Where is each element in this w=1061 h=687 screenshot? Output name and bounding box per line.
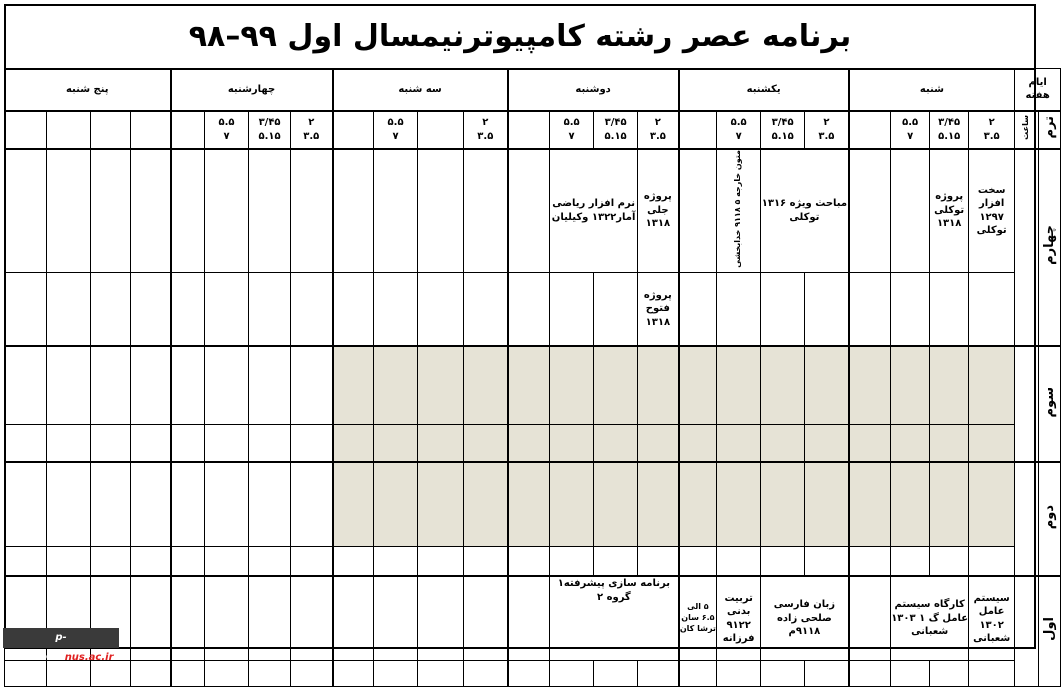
- empty-cell: [374, 272, 418, 346]
- empty-cell: [464, 272, 508, 346]
- empty-cell: [969, 462, 1015, 546]
- empty-cell: [47, 546, 91, 576]
- empty-cell: [550, 424, 594, 462]
- term-4-label: چهارم: [1039, 149, 1061, 347]
- empty-cell: [291, 272, 333, 346]
- empty-cell: [333, 424, 374, 462]
- empty-cell: [849, 149, 891, 273]
- slot-mon-4: [508, 111, 550, 149]
- empty-cell: [418, 346, 464, 424]
- empty-cell: [333, 462, 374, 546]
- class-cell: سیستم عامل ۱۳۰۲ شعبانی: [969, 576, 1015, 660]
- empty-cell: [171, 576, 205, 660]
- slot-thu-2: [91, 111, 131, 149]
- empty-cell: [291, 462, 333, 546]
- term-1-sub: [1015, 576, 1039, 686]
- empty-cell: [930, 346, 969, 424]
- empty-cell: [205, 576, 249, 660]
- empty-cell: [891, 424, 930, 462]
- class-cell: مباحث ویژه ۱۳۱۶ توکلی: [761, 149, 849, 273]
- empty-cell: [508, 660, 550, 686]
- empty-cell: [5, 546, 47, 576]
- empty-cell: [679, 660, 717, 686]
- slot-wed-3: ۵.۵ ۷: [205, 111, 249, 149]
- empty-cell: [464, 546, 508, 576]
- empty-cell: [205, 272, 249, 346]
- watermark-prefix: p-estahban.: [8, 632, 67, 663]
- empty-cell: [891, 346, 930, 424]
- hour-label: ساعت: [1021, 114, 1031, 140]
- empty-cell: [47, 149, 91, 273]
- empty-cell: [418, 660, 464, 686]
- term-4-sub: [1015, 149, 1039, 347]
- empty-cell: [594, 272, 638, 346]
- empty-cell: [594, 424, 638, 462]
- empty-cell: [717, 424, 761, 462]
- empty-cell: [374, 424, 418, 462]
- empty-cell: [594, 660, 638, 686]
- empty-cell: [91, 462, 131, 546]
- empty-cell: [464, 576, 508, 660]
- empty-cell: [249, 424, 291, 462]
- empty-cell: [47, 272, 91, 346]
- empty-cell: [249, 149, 291, 273]
- empty-cell: [91, 424, 131, 462]
- class-cell: پروژه توکلی ۱۳۱۸: [930, 149, 969, 273]
- slot-sat-1: ۲ ۳.۵: [969, 111, 1015, 149]
- slot-mon-2: ۳/۴۵ ۵.۱۵: [594, 111, 638, 149]
- empty-cell: [508, 272, 550, 346]
- empty-cell: [508, 462, 550, 546]
- term-label: ترم: [1041, 116, 1057, 139]
- slot-sun-2: ۳/۴۵ ۵.۱۵: [761, 111, 805, 149]
- empty-cell: [205, 660, 249, 686]
- empty-cell: [249, 272, 291, 346]
- empty-cell: [131, 546, 171, 576]
- empty-cell: [249, 462, 291, 546]
- empty-cell: [5, 462, 47, 546]
- slot-mon-1: ۲ ۳.۵: [638, 111, 679, 149]
- hour-header: [1015, 111, 1039, 149]
- empty-cell: [969, 660, 1015, 686]
- empty-cell: [5, 424, 47, 462]
- empty-cell: [418, 149, 464, 273]
- empty-cell: [805, 346, 849, 424]
- empty-cell: [969, 424, 1015, 462]
- class-cell: پروژه جلی ۱۳۱۸: [638, 149, 679, 273]
- empty-cell: [679, 149, 717, 273]
- empty-cell: [891, 660, 930, 686]
- empty-cell: [47, 424, 91, 462]
- empty-cell: [131, 576, 171, 660]
- slot-wed-1: ۲ ۳.۵: [291, 111, 333, 149]
- empty-cell: [131, 272, 171, 346]
- empty-cell: [805, 462, 849, 546]
- term-2-sub: [1015, 462, 1039, 576]
- empty-cell: [717, 272, 761, 346]
- slot-tue-2: [418, 111, 464, 149]
- day-sunday: یکشنبه: [679, 69, 849, 111]
- empty-cell: [761, 346, 805, 424]
- day-wednesday: چهارشنبه: [171, 69, 333, 111]
- empty-cell: [374, 576, 418, 660]
- empty-cell: [805, 272, 849, 346]
- empty-cell: [638, 546, 679, 576]
- page-title: برنامه عصر رشته کامپیوترنیمسال اول ۹۹–۹۸: [6, 6, 1034, 70]
- day-tuesday: سه شنبه: [333, 69, 508, 111]
- empty-cell: [638, 660, 679, 686]
- empty-cell: [849, 546, 891, 576]
- empty-cell: [930, 546, 969, 576]
- class-cell: کارگاه سیستم عامل گ ۱ ۱۳۰۳ شعبانی: [891, 576, 969, 660]
- slot-tue-3: ۵.۵ ۷: [374, 111, 418, 149]
- empty-cell: [464, 462, 508, 546]
- empty-cell: [508, 546, 550, 576]
- empty-cell: [291, 346, 333, 424]
- slot-wed-2: ۳/۴۵ ۵.۱۵: [249, 111, 291, 149]
- slot-sat-2: ۳/۴۵ ۵.۱۵: [930, 111, 969, 149]
- empty-cell: [849, 660, 891, 686]
- empty-cell: [205, 546, 249, 576]
- empty-cell: [508, 346, 550, 424]
- slot-sat-3: ۵.۵ ۷: [891, 111, 930, 149]
- empty-cell: [930, 660, 969, 686]
- empty-cell: [291, 576, 333, 660]
- empty-cell: [761, 660, 805, 686]
- empty-cell: [418, 272, 464, 346]
- empty-cell: [333, 660, 374, 686]
- empty-cell: [291, 546, 333, 576]
- empty-cell: [594, 546, 638, 576]
- slot-tue-4: [333, 111, 374, 149]
- empty-cell: [594, 462, 638, 546]
- empty-cell: [464, 346, 508, 424]
- term-3-label: سوم: [1039, 346, 1061, 462]
- empty-cell: [464, 424, 508, 462]
- empty-cell: [679, 272, 717, 346]
- empty-cell: [508, 576, 550, 660]
- slot-sun-4: [679, 111, 717, 149]
- empty-cell: [969, 546, 1015, 576]
- class-cell: تربیت بدنی ۹۱۲۲ فرزانه: [717, 576, 761, 660]
- empty-cell: [891, 462, 930, 546]
- empty-cell: [969, 346, 1015, 424]
- empty-cell: [131, 149, 171, 273]
- empty-cell: [849, 346, 891, 424]
- empty-cell: [205, 149, 249, 273]
- empty-cell: [679, 346, 717, 424]
- empty-cell: [47, 462, 91, 546]
- slot-sun-1: ۲ ۳.۵: [805, 111, 849, 149]
- empty-cell: [594, 346, 638, 424]
- empty-cell: [717, 660, 761, 686]
- empty-cell: [717, 546, 761, 576]
- empty-cell: [805, 424, 849, 462]
- empty-cell: [333, 576, 374, 660]
- empty-cell: [464, 660, 508, 686]
- empty-cell: [91, 149, 131, 273]
- empty-cell: [333, 149, 374, 273]
- empty-cell: [5, 272, 47, 346]
- empty-cell: [679, 462, 717, 546]
- empty-cell: [550, 346, 594, 424]
- empty-cell: [930, 462, 969, 546]
- empty-cell: [550, 272, 594, 346]
- slot-sat-4: [849, 111, 891, 149]
- schedule-table: [4, 68, 1061, 687]
- empty-cell: [508, 149, 550, 273]
- term-3-sub: [1015, 346, 1039, 462]
- empty-cell: [805, 660, 849, 686]
- empty-cell: [131, 462, 171, 546]
- empty-cell: [249, 546, 291, 576]
- class-cell: پروژه فتوح ۱۳۱۸: [638, 272, 679, 346]
- site-watermark: [3, 628, 119, 663]
- empty-cell: [374, 660, 418, 686]
- term-2-label: دوم: [1039, 462, 1061, 576]
- empty-cell: [249, 660, 291, 686]
- empty-cell: [418, 424, 464, 462]
- empty-cell: [508, 424, 550, 462]
- empty-cell: [333, 546, 374, 576]
- empty-cell: [761, 272, 805, 346]
- slot-mon-3: ۵.۵ ۷: [550, 111, 594, 149]
- empty-cell: [679, 424, 717, 462]
- day-saturday: شنبه: [849, 69, 1015, 111]
- empty-cell: [205, 424, 249, 462]
- term-header: [1039, 111, 1061, 149]
- slot-tue-1: ۲ ۳.۵: [464, 111, 508, 149]
- empty-cell: [849, 272, 891, 346]
- slot-thu-4: [5, 111, 47, 149]
- empty-cell: [5, 346, 47, 424]
- empty-cell: [131, 424, 171, 462]
- empty-cell: [464, 149, 508, 273]
- slot-wed-4: [171, 111, 205, 149]
- empty-cell: [418, 462, 464, 546]
- empty-cell: [717, 346, 761, 424]
- empty-cell: [249, 576, 291, 660]
- empty-cell: [761, 424, 805, 462]
- empty-cell: [171, 272, 205, 346]
- slot-thu-1: [131, 111, 171, 149]
- empty-cell: [333, 272, 374, 346]
- empty-cell: [930, 272, 969, 346]
- empty-cell: [91, 272, 131, 346]
- empty-cell: [291, 149, 333, 273]
- slot-sun-3: ۵.۵ ۷: [717, 111, 761, 149]
- slot-thu-3: [47, 111, 91, 149]
- empty-cell: [761, 462, 805, 546]
- week-label: هفته: [1025, 90, 1050, 102]
- class-cell: نرم افزار ریاضی آمار۱۳۲۲ وکیلیان: [550, 149, 638, 273]
- empty-cell: [291, 424, 333, 462]
- day-monday: دوشنبه: [508, 69, 679, 111]
- empty-cell: [761, 546, 805, 576]
- empty-cell: [171, 424, 205, 462]
- term-1-label: اول: [1039, 576, 1061, 686]
- empty-cell: [891, 149, 930, 273]
- empty-cell: [5, 149, 47, 273]
- empty-cell: [550, 660, 594, 686]
- empty-cell: [638, 462, 679, 546]
- class-cell: زبان فارسی صلحی زاده ۹۱۱۸م: [761, 576, 849, 660]
- empty-cell: [418, 546, 464, 576]
- empty-cell: [849, 424, 891, 462]
- empty-cell: [849, 462, 891, 546]
- empty-cell: [418, 576, 464, 660]
- empty-cell: [171, 660, 205, 686]
- empty-cell: [171, 462, 205, 546]
- empty-cell: [291, 660, 333, 686]
- empty-cell: [849, 576, 891, 660]
- days-label: ایام: [1028, 76, 1047, 88]
- empty-cell: [131, 660, 171, 686]
- empty-cell: [969, 272, 1015, 346]
- empty-cell: [679, 546, 717, 576]
- empty-cell: [930, 424, 969, 462]
- empty-cell: [638, 346, 679, 424]
- class-cell: ۵ الی ۶.۵ سان ترشا کان: [679, 576, 717, 660]
- empty-cell: [47, 346, 91, 424]
- empty-cell: [717, 462, 761, 546]
- empty-cell: [171, 546, 205, 576]
- empty-cell: [891, 272, 930, 346]
- class-cell: سخت افزار ۱۲۹۷ توکلی: [969, 149, 1015, 273]
- class-cell: متون خارجه ۵ ۹۱۱۸ خدابخشی: [717, 149, 761, 273]
- empty-cell: [333, 346, 374, 424]
- watermark-suffix: nus.ac.ir: [64, 652, 114, 663]
- empty-cell: [205, 462, 249, 546]
- empty-cell: [805, 546, 849, 576]
- empty-cell: [550, 462, 594, 546]
- empty-cell: [171, 346, 205, 424]
- empty-cell: [171, 149, 205, 273]
- empty-cell: [374, 346, 418, 424]
- empty-cell: [205, 346, 249, 424]
- class-cell: برنامه سازی پیشرفته۱ گروه ۲: [550, 576, 679, 660]
- empty-cell: [374, 149, 418, 273]
- days-header: [1015, 69, 1061, 111]
- empty-cell: [891, 546, 930, 576]
- empty-cell: [374, 462, 418, 546]
- empty-cell: [550, 546, 594, 576]
- day-thursday: پنج شنبه: [5, 69, 171, 111]
- empty-cell: [131, 346, 171, 424]
- empty-cell: [91, 346, 131, 424]
- empty-cell: [91, 546, 131, 576]
- empty-cell: [638, 424, 679, 462]
- empty-cell: [374, 546, 418, 576]
- empty-cell: [249, 346, 291, 424]
